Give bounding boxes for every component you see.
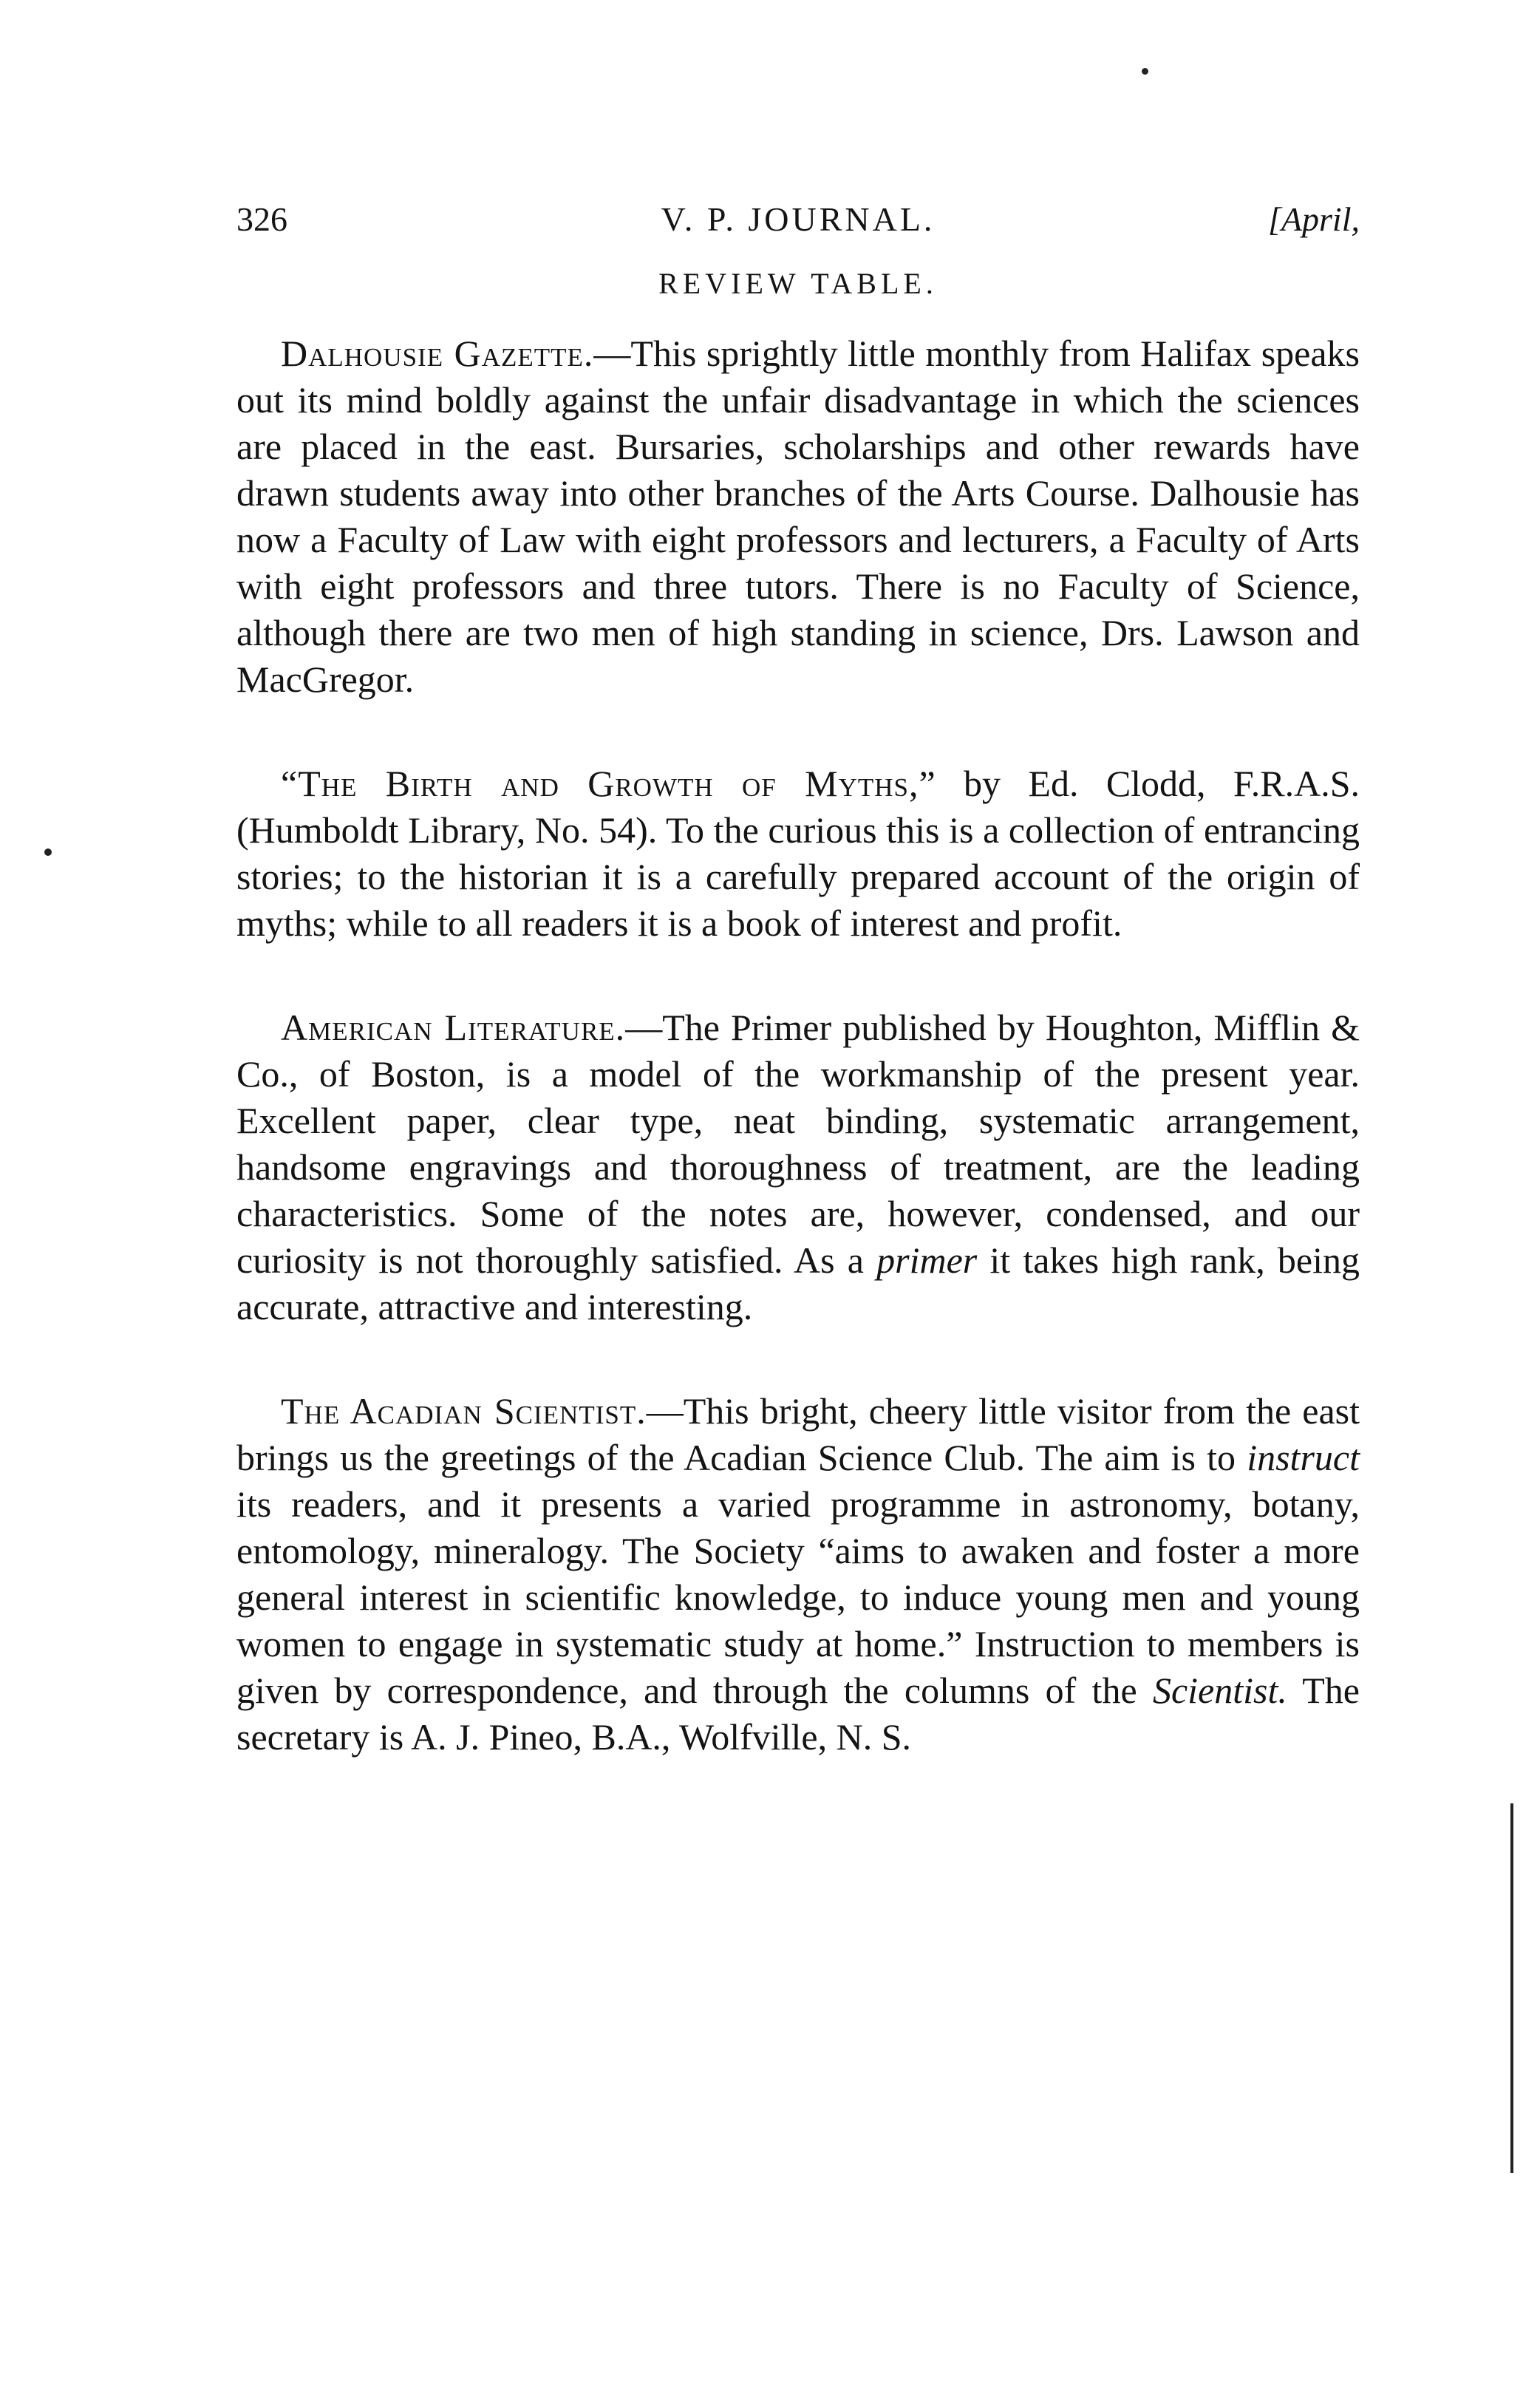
- entry-heading: The Acadian Scientist.: [281, 1390, 647, 1432]
- entry-dalhousie-gazette: [236, 330, 1360, 703]
- entry-heading: American Literature.: [281, 1007, 626, 1048]
- section-title: REVIEW TABLE.: [658, 267, 938, 300]
- entry-body: by Ed. Clodd, F.R.A.S. (Humboldt Library, No. 54). To the curious this is a collection of entrancing stories; to the historian it is a carefully prepared account of the origin of myths; while to all readers it is a book of interest and profit.: [236, 763, 1360, 944]
- emphasis-scientist: Scientist.: [1152, 1670, 1287, 1711]
- month-label: [April,: [1268, 200, 1360, 238]
- entry-acadian-scientist: [236, 1388, 1360, 1761]
- entry-body-end: The secretary is A. J. Pineo, B.A., Wolfville, N. S.: [236, 1670, 1360, 1758]
- entry-birth-of-myths: [236, 761, 1360, 947]
- page-header: [236, 200, 1360, 251]
- document-page: [236, 200, 1360, 1818]
- emphasis-instruct: instruct: [1247, 1437, 1360, 1478]
- scan-speck: [44, 848, 52, 856]
- entry-heading: “The Birth and Growth of Myths,”: [281, 763, 936, 804]
- entry-body-continued: it takes high rank, being accurate, attractive and interesting.: [236, 1239, 1360, 1327]
- entry-american-literature: [236, 1004, 1360, 1330]
- entry-body: —The Primer published by Houghton, Mifflin & Co., of Boston, is a model of the workmanship of the present year. Excellent paper, clear type, neat binding, systematic arrangement, handsome engravings and thoroughness of treatment, are the leading characteristics. Some of the notes are, however, condensed, and our curiosity is not thoroughly satisfied. As a: [236, 1007, 1360, 1281]
- emphasis-primer: primer: [876, 1239, 978, 1281]
- entry-body: —This sprightly little monthly from Halifax speaks out its mind boldly against the unfair disadvantage in which the sciences are placed in the east. Bursaries, scholarships and other rewards have drawn students away into other branches of the Arts Course. Dalhousie has now a Faculty of Law with eight professors and lecturers, a Faculty of Arts with eight professors and three tutors. There is no Faculty of Science, although there are two men of high standing in science, Drs. Lawson and MacGregor.: [236, 333, 1360, 700]
- entry-body: —This bright, cheery little visitor from the east brings us the greetings of the Acadian Science Club. The aim is to: [236, 1390, 1360, 1478]
- entry-heading: Dalhousie Gazette.: [281, 333, 594, 374]
- running-title: V. P. JOURNAL.: [661, 200, 936, 238]
- scan-speck: [1142, 68, 1148, 75]
- entry-body-continued: its readers, and it presents a varied programme in astronomy, botany, entomology, mineralogy. The Society “aims to awaken and foster a more general interest in scientific knowledge, to induce young men and young women to engage in systematic study at home.” Instruction to members is given by correspondence, and through the columns of the: [236, 1483, 1360, 1711]
- page-number: 326: [236, 200, 287, 238]
- scan-margin-line: [1510, 1803, 1513, 2173]
